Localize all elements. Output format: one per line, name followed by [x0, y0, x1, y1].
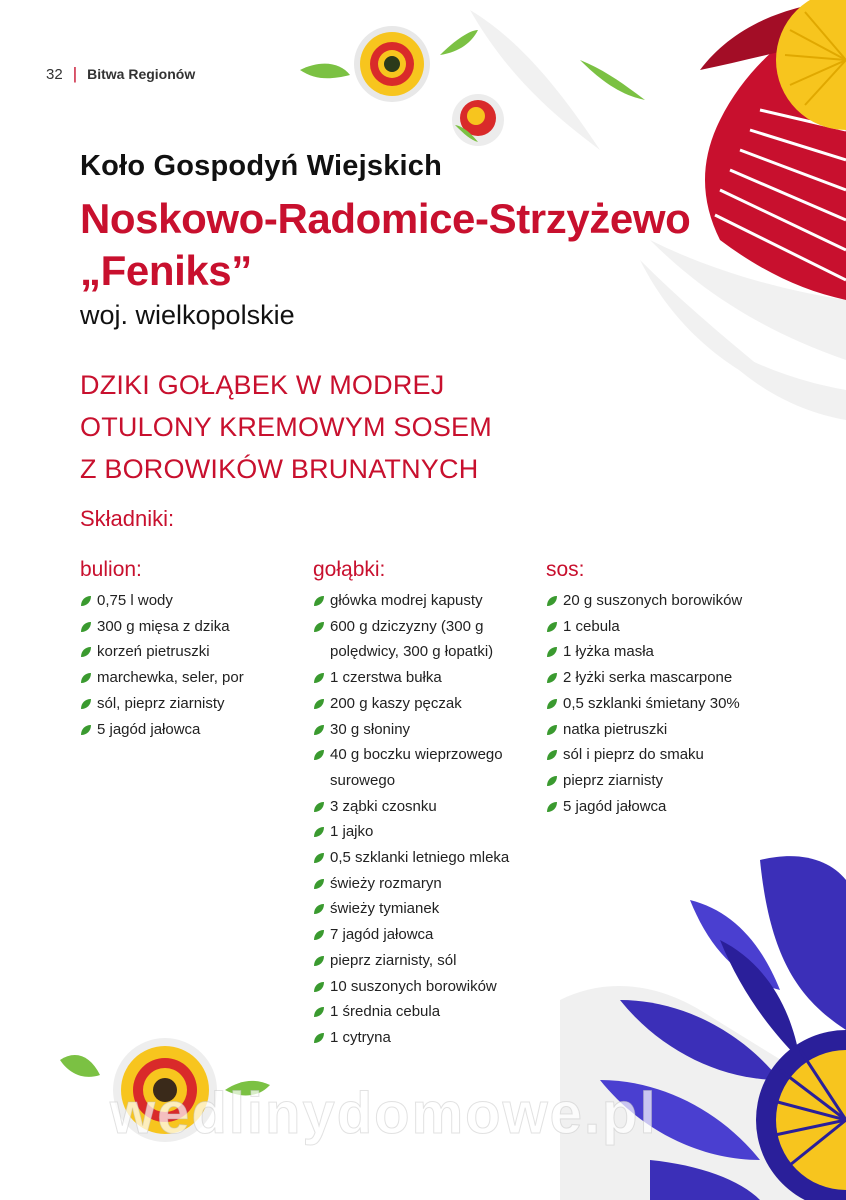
ingredient-column-broth [80, 558, 280, 742]
leaf-bullet-icon [313, 826, 325, 838]
column-title: sos: [546, 558, 585, 581]
ingredient-item [313, 999, 518, 1025]
ingredient-text: 1 jajko [330, 823, 374, 841]
ingredient-item [546, 768, 761, 794]
ingredient-item [313, 948, 518, 974]
page-header [46, 64, 195, 84]
leaf-bullet-icon [313, 698, 325, 710]
ingredient-column-rolls [313, 558, 518, 1051]
leaf-bullet-icon [313, 1006, 325, 1018]
ingredient-list [80, 588, 280, 742]
ingredient-item [546, 665, 761, 691]
ingredient-text: pieprz ziarnisty, sól [330, 951, 457, 969]
ingredient-text: 300 g mięsa z dzika [97, 617, 230, 635]
leaf-bullet-icon [313, 878, 325, 890]
leaf-bullet-icon [80, 724, 92, 736]
ingredient-text: 600 g dziczyzny (300 g [330, 617, 484, 635]
leaf-bullet-icon [80, 646, 92, 658]
leaf-bullet-icon [80, 595, 92, 607]
ingredient-list [546, 588, 761, 819]
ingredient-item [313, 845, 518, 871]
ingredient-text: 0,75 l wody [97, 592, 173, 609]
ingredient-item [313, 871, 518, 897]
ingredient-column-sauce [546, 558, 761, 819]
ingredient-text: 1 łyżka masła [563, 643, 654, 661]
leaf-bullet-icon [313, 801, 325, 813]
ingredient-text: 7 jagód jałowca [330, 926, 434, 944]
leaf-bullet-icon [546, 621, 558, 633]
ingredient-item [313, 794, 518, 820]
ingredient-item [313, 717, 518, 743]
ingredient-text: 0,5 szklanki letniego mleka [330, 849, 510, 867]
dish-title-line3: Z BOROWIKÓW BRUNATNYCH [80, 454, 479, 484]
leaf-bullet-icon [80, 672, 92, 684]
leaf-bullet-icon [546, 801, 558, 813]
ingredient-text: 1 czerstwa bułka [330, 669, 442, 687]
ingredient-text: 1 średnia cebula [330, 1003, 441, 1021]
ingredient-text: 10 suszonych borowików [330, 977, 497, 995]
ingredient-item [546, 742, 761, 768]
leaf-bullet-icon [313, 981, 325, 993]
ingredient-item [313, 665, 518, 691]
ingredients-heading: Składniki: [80, 506, 175, 531]
ingredient-item [546, 639, 761, 665]
ingredient-text: 1 cebula [563, 617, 620, 635]
ingredient-text: natka pietruszki [563, 720, 668, 738]
ingredient-text: świeży rozmaryn [330, 874, 442, 892]
leaf-bullet-icon [313, 724, 325, 736]
ingredient-text: marchewka, seler, por [97, 669, 244, 687]
leaf-bullet-icon [546, 698, 558, 710]
organization-name [80, 193, 690, 297]
ingredient-text: główka modrej kapusty [330, 592, 483, 609]
ingredient-item [546, 614, 761, 640]
leaf-bullet-icon [313, 672, 325, 684]
leaf-bullet-icon [313, 595, 325, 607]
ingredient-text: 1 cytryna [330, 1028, 391, 1046]
ingredient-item [546, 717, 761, 743]
ingredient-item [546, 691, 761, 717]
leaf-bullet-icon [546, 595, 558, 607]
ingredient-item [546, 794, 761, 820]
ingredient-item [80, 717, 280, 743]
leaf-bullet-icon [313, 852, 325, 864]
ingredient-text: 0,5 szklanki śmietany 30% [563, 694, 740, 712]
ingredient-list [313, 588, 518, 1051]
ingredient-item [80, 588, 280, 614]
ingredient-item [313, 922, 518, 948]
ingredient-item [80, 691, 280, 717]
ingredient-item [80, 639, 280, 665]
ingredient-text: 40 g boczku wieprzowego [330, 746, 503, 764]
ingredient-item [313, 1025, 518, 1051]
ingredient-text: polędwicy, 300 g łopatki) [330, 643, 494, 661]
ingredient-text: sól, pieprz ziarnisty [97, 694, 225, 712]
watermark-text: wedlinydomowe.pl [110, 1081, 658, 1146]
leaf-bullet-icon [313, 955, 325, 967]
dish-title [80, 364, 492, 490]
header-separator: | [72, 64, 78, 83]
organization-name-line2: „Feniks” [80, 247, 252, 294]
leaf-bullet-icon [546, 672, 558, 684]
section-title: Bitwa Regionów [87, 66, 196, 82]
page-number: 32 [46, 65, 63, 83]
ingredient-item [80, 665, 280, 691]
leaf-bullet-icon [313, 903, 325, 915]
ingredient-item [80, 614, 280, 640]
ingredient-text: 2 łyżki serka mascarpone [563, 669, 733, 687]
ingredient-text: surowego [330, 771, 396, 789]
ingredient-item [313, 742, 518, 768]
leaf-bullet-icon [80, 621, 92, 633]
ingredient-text: sól i pieprz do smaku [563, 746, 704, 764]
leaf-bullet-icon [546, 749, 558, 761]
dish-title-line2: OTULONY KREMOWYM SOSEM [80, 412, 492, 442]
leaf-bullet-icon [546, 646, 558, 658]
ingredient-text: 5 jagód jałowca [97, 720, 201, 738]
leaf-bullet-icon [80, 698, 92, 710]
leaf-bullet-icon [313, 749, 325, 761]
ingredient-text: 200 g kaszy pęczak [330, 694, 462, 712]
ingredient-item [313, 819, 518, 845]
leaf-bullet-icon [546, 724, 558, 736]
ingredient-item [313, 768, 518, 794]
ingredient-text: pieprz ziarnisty [563, 771, 664, 789]
region-label: woj. wielkopolskie [80, 300, 295, 330]
ingredient-text: 20 g suszonych borowików [563, 592, 743, 609]
ingredient-text: 3 ząbki czosnku [330, 797, 437, 815]
ingredient-item [546, 588, 761, 614]
leaf-bullet-icon [313, 929, 325, 941]
column-title: gołąbki: [313, 558, 386, 581]
ingredient-item [313, 691, 518, 717]
ingredient-item [313, 639, 518, 665]
ingredient-item [313, 588, 518, 614]
ingredient-text: korzeń pietruszki [97, 643, 210, 661]
column-title: bulion: [80, 558, 142, 581]
ingredient-text: 30 g słoniny [330, 720, 411, 738]
organization-type: Koło Gospodyń Wiejskich [80, 150, 443, 182]
ingredient-item [313, 974, 518, 1000]
leaf-bullet-icon [313, 621, 325, 633]
dish-title-line1: DZIKI GOŁĄBEK W MODREJ [80, 370, 445, 400]
ingredient-item [313, 614, 518, 640]
organization-name-line1: Noskowo-Radomice-Strzyżewo [80, 195, 691, 242]
ingredient-text: 5 jagód jałowca [563, 797, 667, 815]
leaf-bullet-icon [313, 1032, 325, 1044]
ingredient-item [313, 896, 518, 922]
leaf-bullet-icon [546, 775, 558, 787]
ingredient-text: świeży tymianek [330, 900, 440, 918]
